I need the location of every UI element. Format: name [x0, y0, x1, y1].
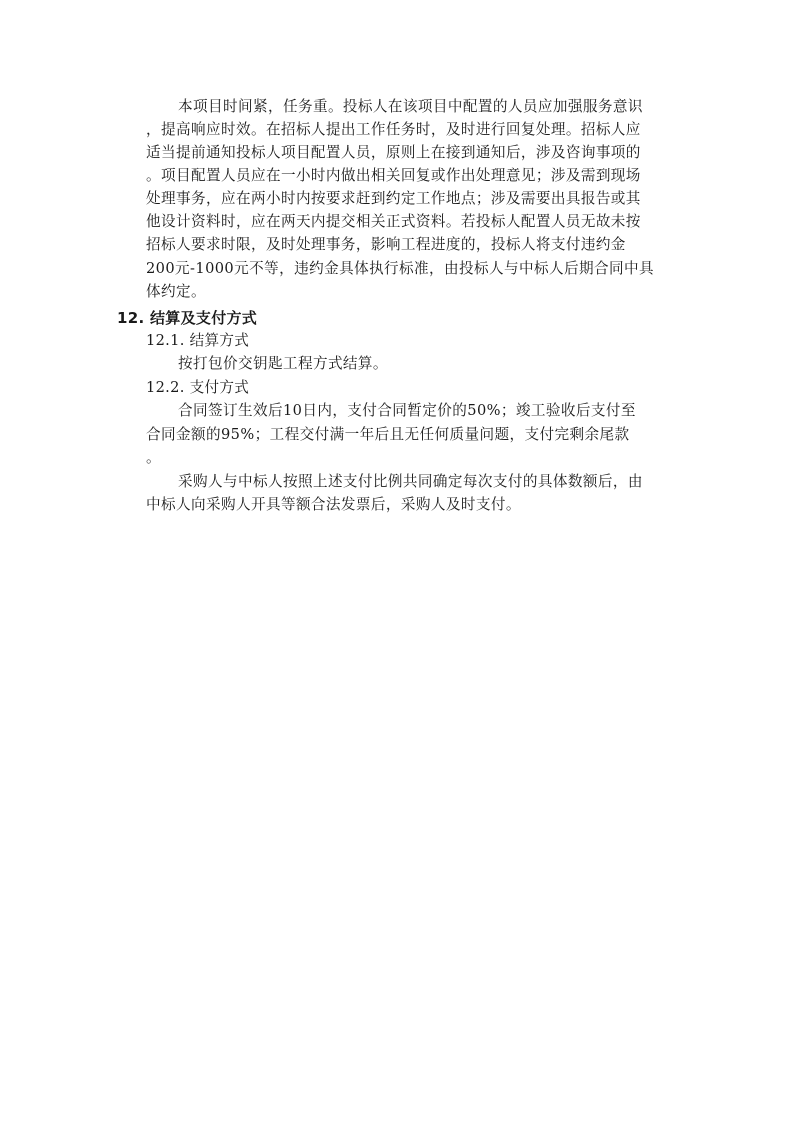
paragraph-line: 体约定。: [146, 283, 206, 300]
paragraph-line: 合同签订生效后10日内，支付合同暂定价的50%；竣工验收后支付至: [178, 402, 636, 419]
paragraph-line: 200元-1000元不等，违约金具体执行标准，由投标人与中标人后期合同中具: [146, 260, 654, 277]
subsection-label: 12.2. 支付方式: [146, 379, 250, 396]
paragraph-line: 。项目配置人员应在一小时内做出相关回复或作出处理意见；涉及需到现场: [146, 167, 641, 184]
paragraph-line: 合同金额的95%；工程交付满一年后且无任何质量问题，支付完剩余尾款: [146, 426, 630, 443]
paragraph-line: 适当提前通知投标人项目配置人员，原则上在接到通知后，涉及咨询事项的: [146, 144, 641, 161]
paragraph-line: 本项目时间紧，任务重。投标人在该项目中配置的人员应加强服务意识: [178, 98, 643, 115]
paragraph-line: 采购人与中标人按照上述支付比例共同确定每次支付的具体数额后，由: [178, 473, 643, 490]
section-heading: 12. 结算及支付方式: [117, 309, 258, 327]
subsection-label: 12.1. 结算方式: [146, 332, 250, 349]
paragraph-line: ，提高响应时效。在招标人提出工作任务时，及时进行回复处理。招标人应: [146, 121, 641, 138]
paragraph-line: 。: [146, 449, 161, 466]
paragraph-line: 中标人向采购人开具等额合法发票后，采购人及时支付。: [146, 496, 521, 513]
paragraph-line: 处理事务，应在两小时内按要求赶到约定工作地点；涉及需要出具报告或其: [146, 190, 641, 207]
paragraph-line: 他设计资料时，应在两天内提交相关正式资料。若投标人配置人员无故未按: [146, 213, 641, 230]
paragraph-line: 招标人要求时限，及时处理事务，影响工程进度的，投标人将支付违约金: [146, 236, 626, 253]
subsection-body: 按打包价交钥匙工程方式结算。: [178, 355, 388, 372]
